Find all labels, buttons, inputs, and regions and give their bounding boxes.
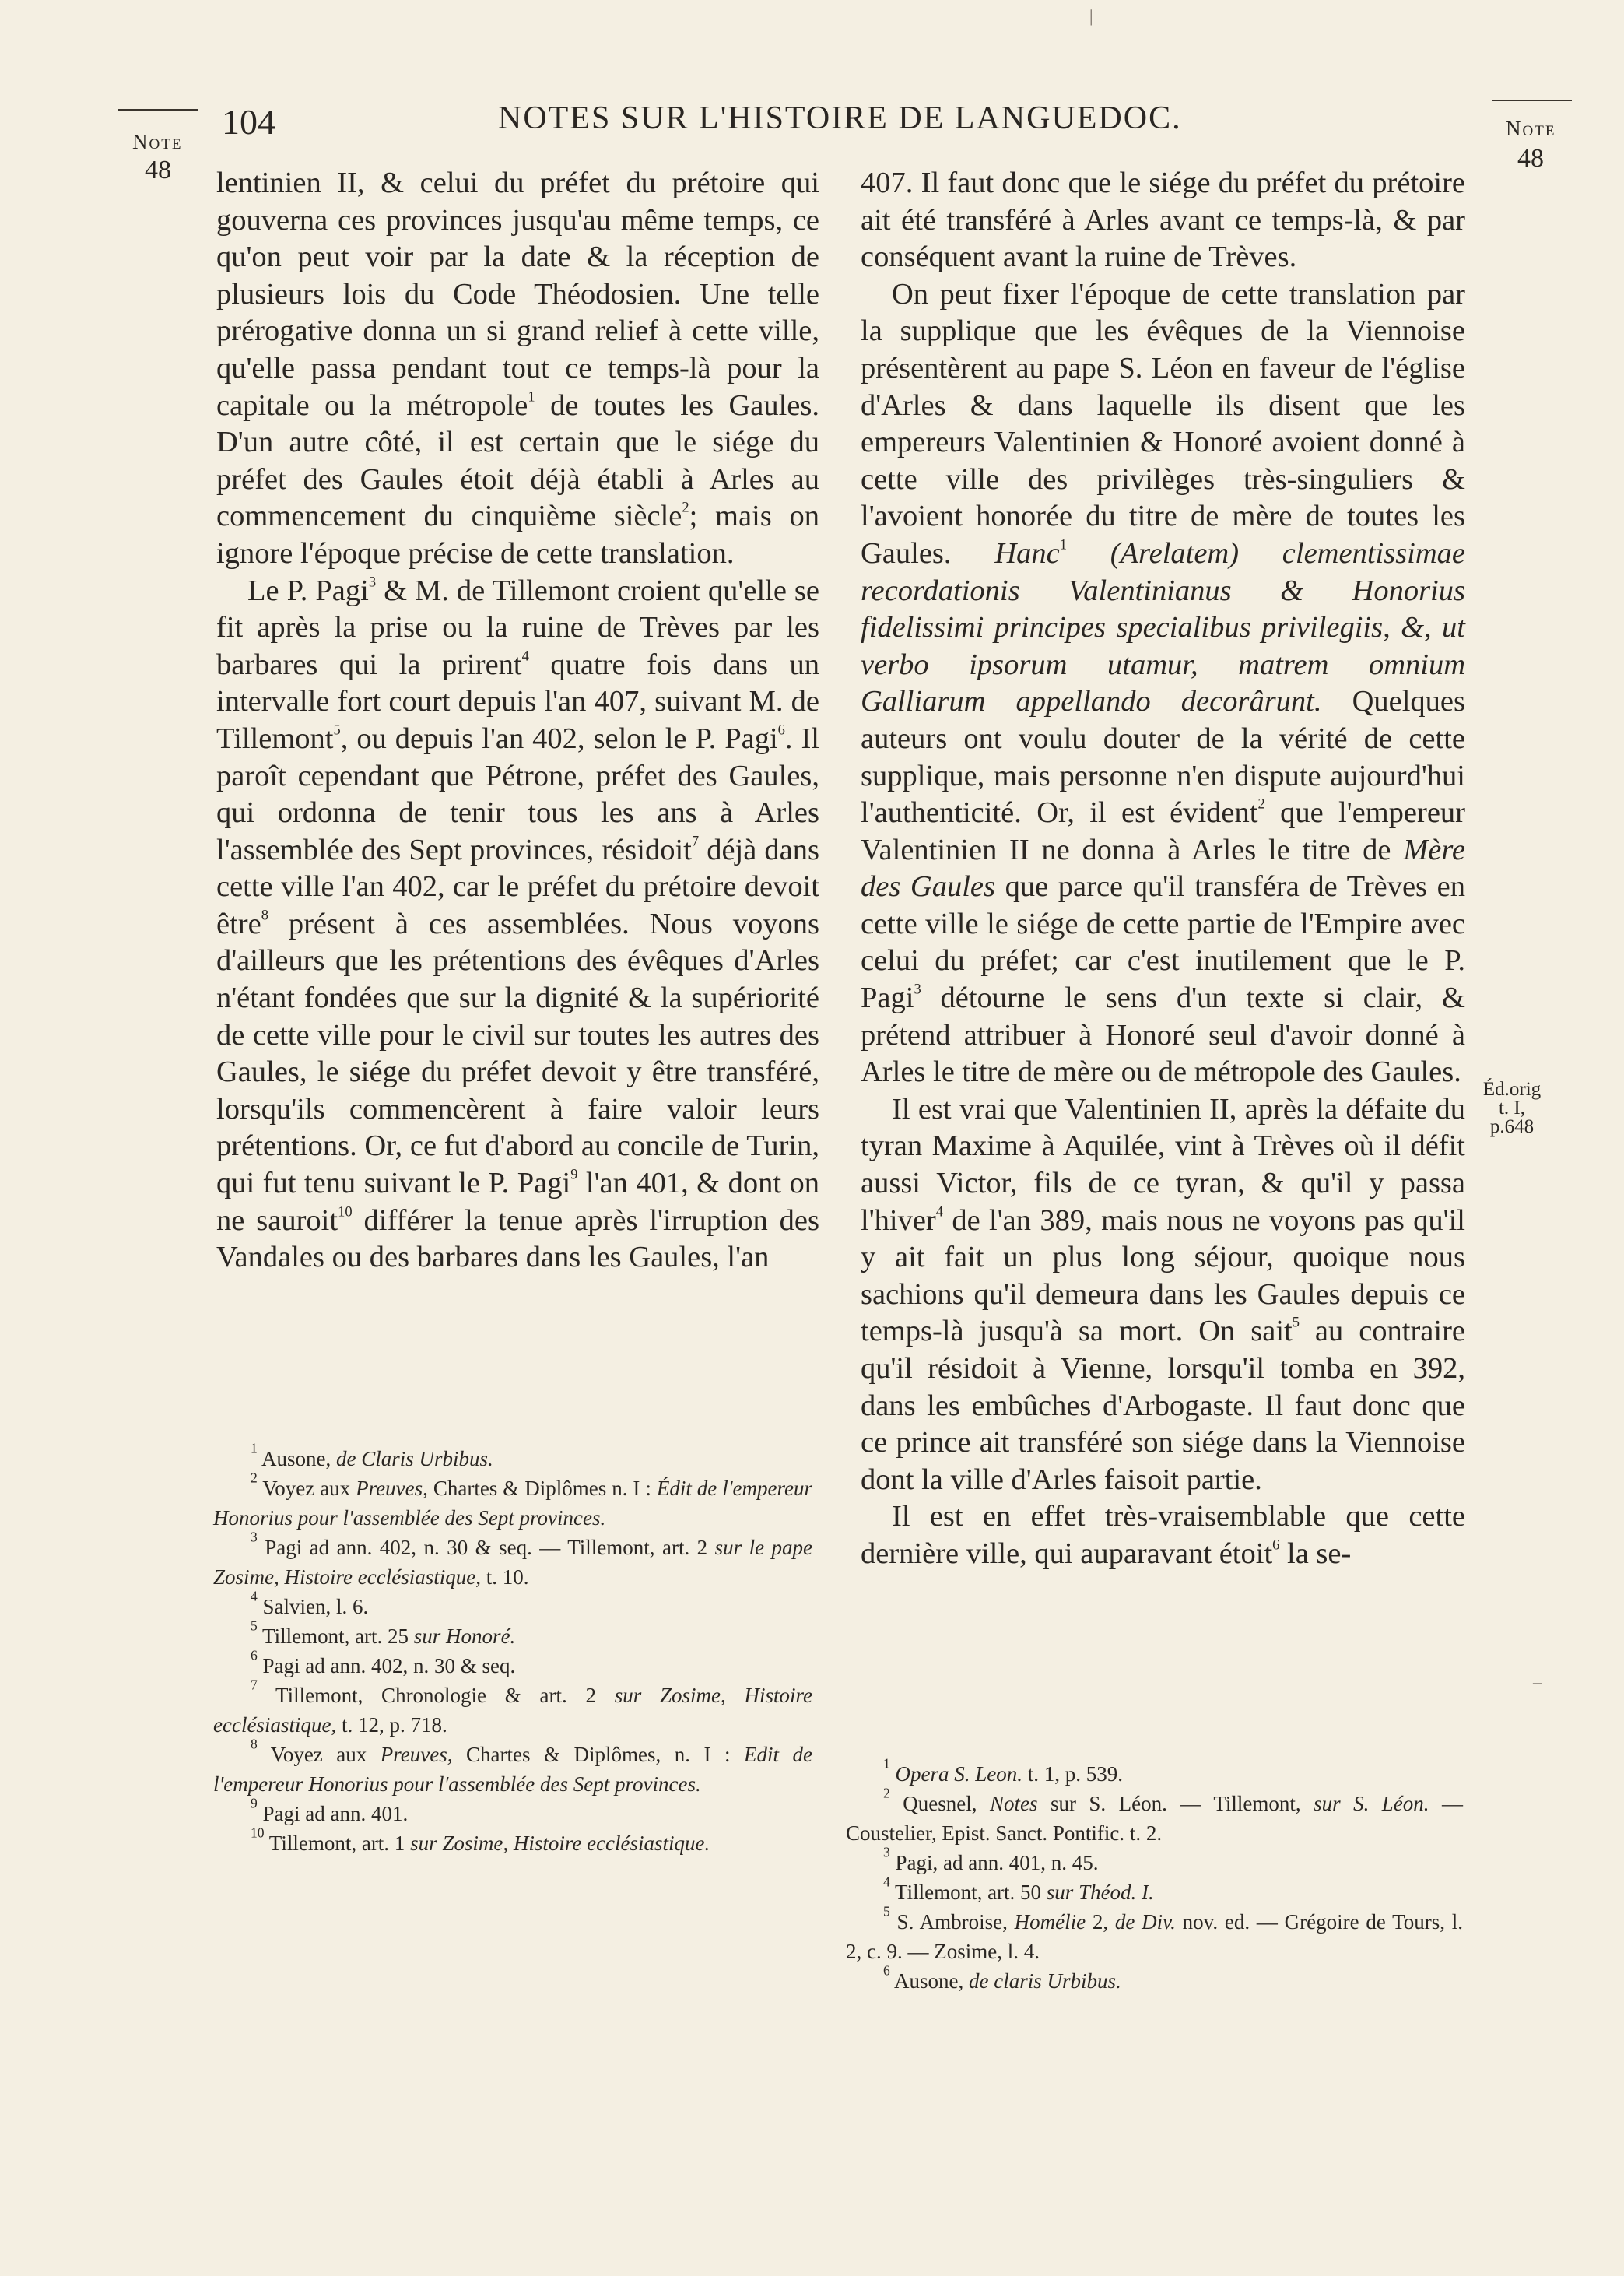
footnote-text: Chartes & Diplômes, n. I : <box>452 1743 745 1766</box>
footnote-ref[interactable]: 6 <box>1272 1537 1280 1553</box>
footnote-text: Édit de l'empereur Honorius pour l'assemblée des Sept provinces. <box>213 1477 812 1530</box>
right-margin-rule <box>1492 100 1572 101</box>
footnote-number: 5 <box>883 1903 890 1919</box>
right-note-number: 48 <box>1517 144 1544 173</box>
footnote-text: Pagi ad ann. 402, n. 30 & seq. — Tillemont, art. 2 <box>265 1536 715 1559</box>
paragraph: Il est en effet très-vraisemblable que cette dernière ville, qui auparavant étoit$^6$ la se- <box>861 1500 1465 1570</box>
footnote-text: Voyez aux <box>262 1477 356 1500</box>
footnote-text: de Div. <box>1114 1910 1176 1934</box>
footnote <box>213 1736 813 1799</box>
footnote-number: 4 <box>883 1874 890 1890</box>
print-mark: – <box>1533 1672 1542 1691</box>
footnote-text: Homélie <box>1014 1910 1086 1934</box>
footnote-text: S. Ambroise, <box>896 1910 1015 1934</box>
footnote-ref[interactable]: 7 <box>691 833 700 849</box>
paragraph: Le P. Pagi$^3$ & M. de Tillemont croient qu'elle se fit après la prise ou la ruine de Trèves par les barbares qui la prirent$^4$ quatre fois dans un intervalle fort court depuis l'an 407, suivant M. de Tillemont$^5$, ou depuis l'an 402, selon le P. Pagi$^6$. Il paroît cependant que Pétrone, préfet des Gaules, qui ordonna de tenir tous les ans à Arles l'assemblée des Sept provinces, résidoit$^7$ déjà dans cette ville l'an 402, car le préfet du prétoire devoit être$^8$ présent à ces assemblées. Nous voyons d'ailleurs que les prétentions des évêques d'Arles n'étant fondées que sur la dignité & la supériorité de cette ville pour le civil sur toutes les autres des Gaules, le siége du préfet devoit y être transféré, lorsqu'ils commencèrent à faire valoir leurs prétentions. Or, ce fut d'abord au concile de Turin, qui fut tenu suivant le P. Pagi$^9$ l'an 401, & dont on ne sauroit$^{10}$ différer la tenue après l'irruption des Vandales ou des barbares dans les Gaules, l'an <box>216 573 820 1274</box>
footnote-text: t. 12, p. 718. <box>336 1713 447 1737</box>
paragraph: lentinien II, & celui du préfet du prétoire qui gouverna ces provinces jusqu'au même temps, ce qu'on peut voir par la date & la réception de plusieurs lois du Code Théodosien. Une telle prérogative donna un si grand relief à cette ville, qu'elle passa pendant tout ce temps-là pour la capitale ou la métropole$^1$ de toutes les Gaules. D'un autre côté, il est certain que le siége du préfet des Gaules étoit déjà établi à Arles au commencement du cinquième siècle$^2$; mais on ignore l'époque précise de cette translation. <box>216 167 819 570</box>
footnote-text: sur Honoré. <box>413 1624 516 1648</box>
footnote-number: 3 <box>883 1844 890 1860</box>
footnote-number: 7 <box>251 1677 258 1693</box>
footnote-text: Opera S. Leon. <box>895 1762 1023 1786</box>
footnote-number: 4 <box>251 1588 258 1604</box>
paragraph: 407. Il faut donc que le siége du préfet du prétoire ait été transféré à Arles avant ce temps-là, & par conséquent avant la ruine de Trèves. <box>861 167 1465 274</box>
footnote <box>846 1962 1463 1996</box>
footnote-number: 6 <box>251 1647 258 1663</box>
left-text-column <box>216 165 819 1277</box>
footnote <box>213 1529 812 1592</box>
left-footnotes <box>213 1440 813 1858</box>
footnote-ref[interactable]: 5 <box>1292 1314 1300 1330</box>
footnote <box>213 1440 812 1473</box>
right-footnotes <box>846 1755 1464 1996</box>
footnote-text: t. 10. <box>480 1565 529 1589</box>
footnote-number: 1 <box>251 1440 258 1456</box>
footnote-ref[interactable]: 4 <box>935 1203 943 1220</box>
footnote-text: Pagi ad ann. 401. <box>262 1802 409 1825</box>
left-note-label: Note <box>132 130 183 153</box>
footnote <box>846 1844 1463 1877</box>
left-note-number: 48 <box>145 156 171 184</box>
footnote-ref[interactable]: 5 <box>333 722 341 738</box>
footnote-text: Tillemont, art. 50 <box>895 1881 1047 1904</box>
footnote-text: Ausone, <box>261 1447 337 1470</box>
footnote <box>213 1795 812 1828</box>
footnote-text: sur le pape Zosime, Histoire ecclésiastique, <box>213 1536 812 1589</box>
footnote-text: Pagi, ad ann. 401, n. 45. <box>895 1851 1099 1874</box>
footnote-text: sur Zosime, Histoire ecclésiastique, <box>213 1684 813 1737</box>
footnote-text: Salvien, l. 6. <box>262 1595 369 1618</box>
original-edition-margin-note: Éd.orig t. I, p.648 <box>1482 1079 1542 1137</box>
footnote-text: Ausone, <box>894 1969 970 1993</box>
footnote-ref[interactable]: 8 <box>261 907 268 923</box>
footnote-text: 2, <box>1086 1910 1115 1934</box>
footnote-text: sur Zosime, Histoire ecclésiastique. <box>410 1832 710 1855</box>
footnote-text: Preuves, <box>380 1743 453 1766</box>
footnote-number: 2 <box>883 1785 890 1801</box>
right-text-column <box>861 165 1465 1573</box>
paragraph: Il est vrai que Valentinien II, après la défaite du tyran Maxime à Aquilée, vint à Trèves où il défit aussi Victor, fils de ce tyran, & qu'il y passa l'hiver$^4$ de l'an 389, mais nous ne voyons pas qu'il y ait fait un plus long séjour, quoique nous sachions qu'il demeura dans les Gaules depuis ce temps-là jusqu'à sa mort. On sait$^5$ au contraire qu'il résidoit à Vienne, lorsqu'il tomba en 392, dans les embûches d'Arbogaste. Il faut donc que ce prince ait transféré son siége dans la Viennoise dont la ville d'Arles faisoit partie. <box>861 1092 1465 1496</box>
footnote <box>846 1755 1463 1789</box>
footnote-number: 10 <box>251 1825 265 1841</box>
footnote-number: 6 <box>883 1962 890 1979</box>
footnote-number: 2 <box>251 1470 258 1486</box>
footnote-ref[interactable]: 1 <box>528 388 535 405</box>
footnote-text: de Claris Urbibus. <box>336 1447 493 1470</box>
footnote-text: Tillemont, art. 1 <box>268 1832 411 1855</box>
footnote-ref[interactable]: 2 <box>1257 796 1265 812</box>
footnote <box>846 1785 1464 1848</box>
footnote-text: Edit de l'empereur Honorius pour l'assemblée des Sept provinces. <box>213 1743 813 1796</box>
footnote-text: nov. ed. — Grégoire de Tours, l. 2, c. 9. — Zosime, l. 4. <box>846 1910 1464 1963</box>
footnote-text: Quesnel, <box>903 1792 990 1815</box>
footnote <box>213 1647 812 1681</box>
footnote-number: 8 <box>251 1736 258 1752</box>
latin-quotation: (Arelatem) clementissimae recordationis Valentinianus & Honorius fidelissimi principes specialibus privilegiis, &, ut verbo ipsorum utamur, matrem omnium Galliarum appellando decorârunt. <box>861 536 1466 718</box>
footnote-number: 5 <box>251 1617 258 1634</box>
footnote-ref[interactable]: 10 <box>338 1203 353 1220</box>
footnote <box>213 1470 812 1533</box>
footnote-text: — Coustelier, Epist. Sanct. Pontific. t. 2. <box>846 1792 1464 1845</box>
footnote-text: Voyez aux <box>270 1743 381 1766</box>
footnote <box>213 1588 812 1621</box>
footnote-text: de claris Urbibus. <box>969 1969 1121 1993</box>
left-margin-rule <box>118 109 198 111</box>
footnote-text: Tillemont, Chronologie & art. 2 <box>275 1684 615 1707</box>
footnote-text: sur S. Léon. — Tillemont, <box>1037 1792 1314 1815</box>
footnote <box>846 1903 1464 1966</box>
footnote-number: 9 <box>251 1795 258 1811</box>
footnote-ref[interactable]: 9 <box>570 1166 578 1182</box>
footnote-text: Chartes & Diplômes n. I : <box>427 1477 657 1500</box>
footnote-text: t. 1, p. 539. <box>1022 1762 1124 1786</box>
footnote-text: Preuves, <box>356 1477 428 1500</box>
footnote <box>213 1617 812 1651</box>
running-title: NOTES SUR L'HISTOIRE DE LANGUEDOC. <box>498 100 1182 136</box>
footnote-ref[interactable]: 3 <box>368 573 377 589</box>
footnote-ref[interactable]: 2 <box>682 499 689 515</box>
footnote <box>846 1874 1463 1907</box>
footnote-number: 1 <box>883 1755 890 1772</box>
footnote-ref[interactable]: 6 <box>777 722 785 738</box>
footnote <box>213 1825 812 1858</box>
footnote <box>213 1677 813 1740</box>
footnote-text: Notes <box>989 1792 1038 1815</box>
footnote-ref[interactable]: 4 <box>521 648 529 664</box>
right-note-label: Note <box>1506 117 1556 140</box>
print-mark: | <box>1089 6 1093 26</box>
footnote-text: sur Théod. I. <box>1046 1881 1154 1904</box>
footnote-ref[interactable]: 3 <box>914 981 921 997</box>
paragraph: On peut fixer l'époque de cette translation par la supplique que les évêques de la Viennoise présentèrent au pape S. Léon en faveur de l'église d'Arles & dans laquelle ils disent que les empereurs Valentinien & Honoré avoient donné à cette ville des privilèges très-singuliers & l'avoient honorée du titre de mère de toutes les Gaules. Hanc$^1$ (Arelatem) clementissimae recordationis Valentinianus & Honorius fidelissimi principes specialibus privilegiis, &, ut verbo ipsorum utamur, matrem omnium Galliarum appellando decorârunt. Quelques auteurs ont voulu douter de la vérité de cette supplique, mais personne n'en dispute aujourd'hui l'authenticité. Or, il est évident$^2$ que l'empereur Valentinien II ne donna à Arles le titre de Mère des Gaules que parce qu'il transféra de Trèves en cette ville le siége de cette partie de l'Empire avec celui du préfet; car c'est inutilement que le P. Pagi$^3$ détourne le sens d'un texte si clair, & prétend attribuer à Honoré seul d'avoir donné à Arles le titre de mère ou de métropole des Gaules. <box>861 277 1466 1089</box>
footnote-text: Pagi ad ann. 402, n. 30 & seq. <box>262 1654 516 1677</box>
footnote-text: Tillemont, art. 25 <box>262 1624 414 1648</box>
footnote-ref[interactable]: 1 <box>1059 536 1067 553</box>
footnote-text: sur S. Léon. <box>1314 1792 1429 1815</box>
footnote-number: 3 <box>251 1529 258 1545</box>
page-number: 104 <box>222 102 275 142</box>
